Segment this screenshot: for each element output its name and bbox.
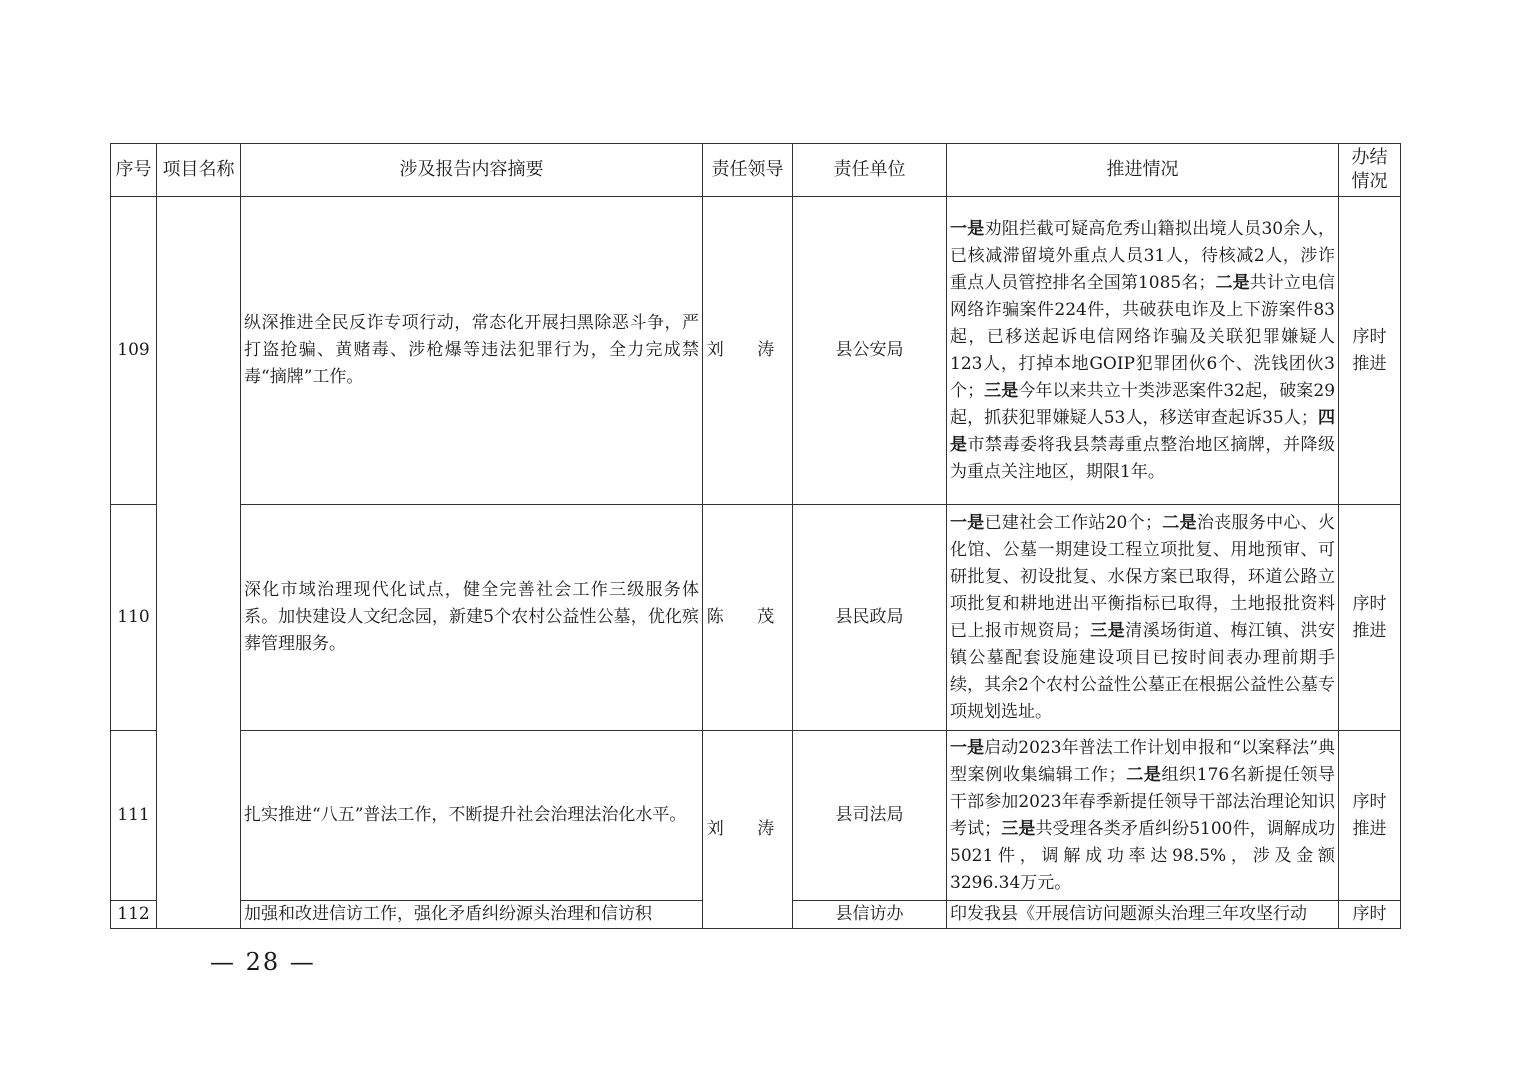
cell-progress: 一是启动2023年普法工作计划申报和“以案释法”典型案例收集编辑工作；二是组织176名新提任领导干部参加2023年春季新提任领导干部法治理论知识考试；三是共受理各类矛盾纠纷5100件，调解成功5021件，调解成功率达98.5%，涉及金额3296.34万元。 [947, 731, 1339, 901]
cell-seq: 109 [111, 197, 157, 505]
header-project: 项目名称 [157, 144, 241, 197]
report-table [110, 143, 1401, 929]
cell-status: 序时推进 [1339, 731, 1401, 901]
cell-leader: 刘 涛 [703, 197, 793, 505]
cell-unit: 县信访办 [793, 901, 947, 929]
header-progress: 推进情况 [947, 144, 1339, 197]
cell-seq: 110 [111, 505, 157, 731]
cell-unit: 县司法局 [793, 731, 947, 901]
cell-seq: 111 [111, 731, 157, 901]
header-status: 办结情况 [1339, 144, 1401, 197]
cell-progress: 印发我县《开展信访问题源头治理三年攻坚行动 [947, 901, 1339, 929]
cell-unit: 县民政局 [793, 505, 947, 731]
cell-status: 序时 [1339, 901, 1401, 929]
cell-progress: 一是已建社会工作站20个；二是治丧服务中心、火化馆、公墓一期建设工程立项批复、用地预审、可研批复、初设批复、水保方案已取得，环道公路立项批复和耕地进出平衡指标已取得，土地报批资料已上报市规资局；三是清溪场街道、梅江镇、洪安镇公墓配套设施建设项目已按时间表办理前期手续，其余2个农村公益性公墓正在根据公益性公墓专项规划选址。 [947, 505, 1339, 731]
page-number: — 28 — [210, 948, 316, 976]
cell-summary: 纵深推进全民反诈专项行动，常态化开展扫黑除恶斗争，严打盗抢骗、黄赌毒、涉枪爆等违法犯罪行为，全力完成禁毒“摘牌”工作。 [241, 197, 703, 505]
cell-summary: 扎实推进“八五”普法工作，不断提升社会治理法治化水平。 [241, 731, 703, 901]
header-leader: 责任领导 [703, 144, 793, 197]
cell-status: 序时推进 [1339, 197, 1401, 505]
table-row [111, 731, 1401, 901]
cell-unit: 县公安局 [793, 197, 947, 505]
table-row [111, 197, 1401, 505]
cell-leader: 刘 涛 [703, 731, 793, 929]
cell-progress: 一是劝阻拦截可疑高危秀山籍拟出境人员30余人，已核减滞留境外重点人员31人，待核减2人，涉诈重点人员管控排名全国第1085名；二是共计立电信网络诈骗案件224件，共破获电诈及上下游案件83起，已移送起诉电信网络诈骗及关联犯罪嫌疑人123人，打掉本地GOIP犯罪团伙6个、洗钱团伙3个；三是今年以来共立十类涉恶案件32起，破案29起，抓获犯罪嫌疑人53人，移送审查起诉35人；四是市禁毒委将我县禁毒重点整治地区摘牌，并降级为重点关注地区，期限1年。 [947, 197, 1339, 505]
header-seq: 序号 [111, 144, 157, 197]
cell-summary: 加强和改进信访工作，强化矛盾纠纷源头治理和信访积 [241, 901, 703, 929]
cell-status: 序时推进 [1339, 505, 1401, 731]
header-row [111, 144, 1401, 197]
table-row [111, 505, 1401, 731]
header-unit: 责任单位 [793, 144, 947, 197]
cell-leader: 陈 茂 [703, 505, 793, 731]
header-summary: 涉及报告内容摘要 [241, 144, 703, 197]
cell-seq: 112 [111, 901, 157, 929]
cell-summary: 深化市域治理现代化试点，健全完善社会工作三级服务体系。加快建设人文纪念园，新建5个农村公益性公墓，优化殡葬管理服务。 [241, 505, 703, 731]
cell-project-name [157, 197, 241, 929]
